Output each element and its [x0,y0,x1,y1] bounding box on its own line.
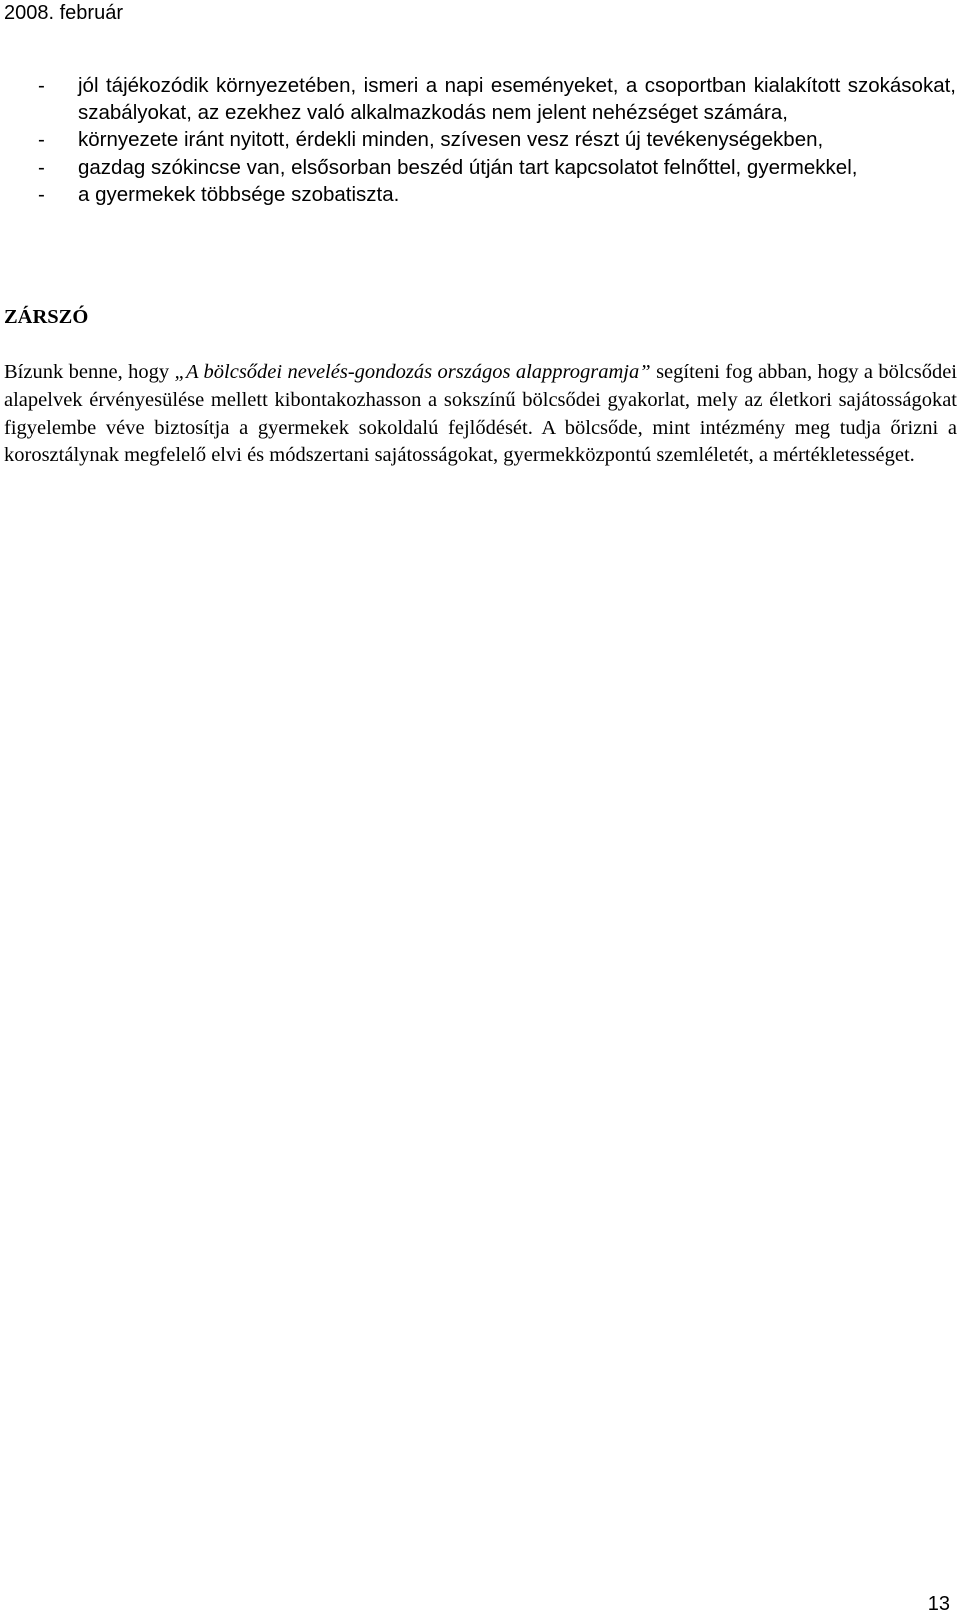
bullet-dash: - [38,128,45,152]
bullet-dash: - [38,182,45,206]
page-number: 13 [927,1593,950,1615]
list-item [38,154,956,181]
paragraph-text-start: Bízunk benne, hogy [4,361,175,383]
bullet-dash: - [38,74,45,97]
list-item [38,72,956,126]
section-heading: ZÁRSZÓ [4,306,89,328]
list-item [38,126,956,153]
bullet-text: a gyermekek többsége szobatiszta. [78,182,400,206]
list-item [38,181,956,208]
bullet-list [38,72,956,208]
paragraph-text-end: segíteni fog abban, hogy a bölcsődei alapelvek érvényesülése mellett kibontakozhasson a sokszínű bölcsődei gyakorlat, mely az életkori sajátosságokat figyelembe véve biztosítja a gyermekek sokoldalú fejlődését. A bölcsőde, mint intézmény meg tudja őrizni a korosztálynak megfelelő elvi és módszertani sajátosságokat, gyermekközpontú szemléletét, a mértékletességet. [4,361,957,467]
bullet-text: jól tájékozódik környezetében, ismeri a napi eseményeket, a csoportban kialakított szokásokat, szabályokat, az ezekhez való alkalmazkodás nem jelent nehézséget számára, [78,74,956,125]
bullet-text: gazdag szókincse van, elsősorban beszéd útján tart kapcsolatot felnőttel, gyermekkel, [78,155,858,179]
closing-paragraph [4,359,957,470]
page-header-date: 2008. február [4,2,123,24]
bullet-text: környezete iránt nyitott, érdekli minden, szívesen vesz részt új tevékenységekben, [78,128,824,152]
bullet-dash: - [38,155,45,179]
program-title: „A bölcsődei nevelés-gondozás országos alapprogramja” [174,361,651,383]
